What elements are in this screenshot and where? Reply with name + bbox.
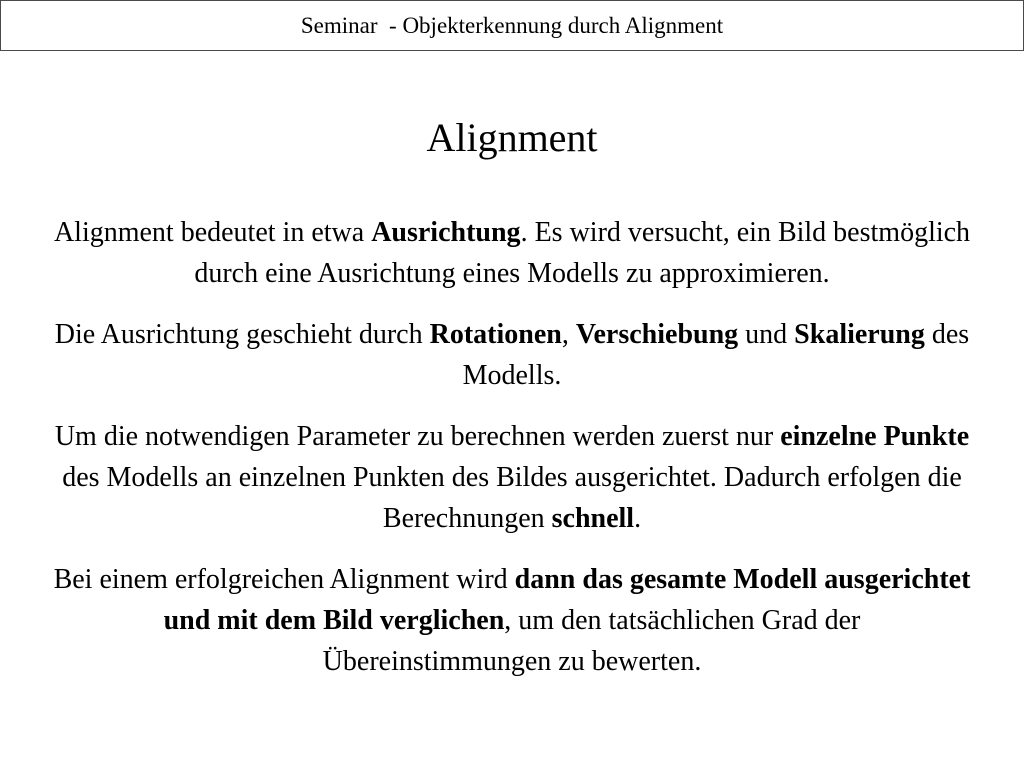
emphasis-text: Verschiebung — [575, 319, 739, 350]
slide-header — [0, 0, 1024, 51]
emphasis-text: Rotationen — [429, 319, 562, 350]
paragraph-text: Um die notwendigen Parameter zu berechnen werden zuerst nur — [54, 421, 781, 452]
slide-body — [52, 212, 972, 682]
paragraph-text: Bei einem erfolgreichen Alignment wird — [53, 564, 515, 595]
paragraph-text: und — [738, 319, 795, 350]
header-title: Seminar - Objekterkennung durch Alignment — [300, 13, 724, 38]
slide-title: Alignment — [426, 115, 598, 160]
paragraph-text: des Modells an einzelnen Punkten des Bildes ausgerichtet. Dadurch erfolgen die Berechnungen — [62, 462, 962, 534]
paragraph-text: . Es wird versucht, ein Bild bestmöglich durch eine Ausrichtung eines Modells zu approximieren. — [194, 217, 971, 289]
emphasis-text: schnell — [551, 503, 635, 534]
emphasis-text: einzelne Punkte — [780, 421, 970, 452]
paragraph-text: Alignment bedeutet in etwa — [53, 217, 372, 248]
paragraph-text: Die Ausrichtung geschieht durch — [54, 319, 430, 350]
emphasis-text: Skalierung — [794, 319, 925, 350]
body-paragraph — [52, 212, 972, 294]
paragraph-text: , um den tatsächlichen Grad der Übereinstimmungen zu bewerten. — [322, 605, 861, 677]
paragraph-text: . — [634, 503, 642, 534]
paragraph-text: , — [561, 319, 576, 350]
emphasis-text: Ausrichtung — [371, 217, 521, 248]
paragraph-text: des Modells. — [462, 319, 970, 391]
body-paragraph — [52, 559, 972, 682]
body-paragraph — [52, 416, 972, 539]
body-paragraph — [52, 314, 972, 396]
emphasis-text: dann das gesamte Modell ausgerichtet und mit dem Bild verglichen — [163, 564, 971, 636]
